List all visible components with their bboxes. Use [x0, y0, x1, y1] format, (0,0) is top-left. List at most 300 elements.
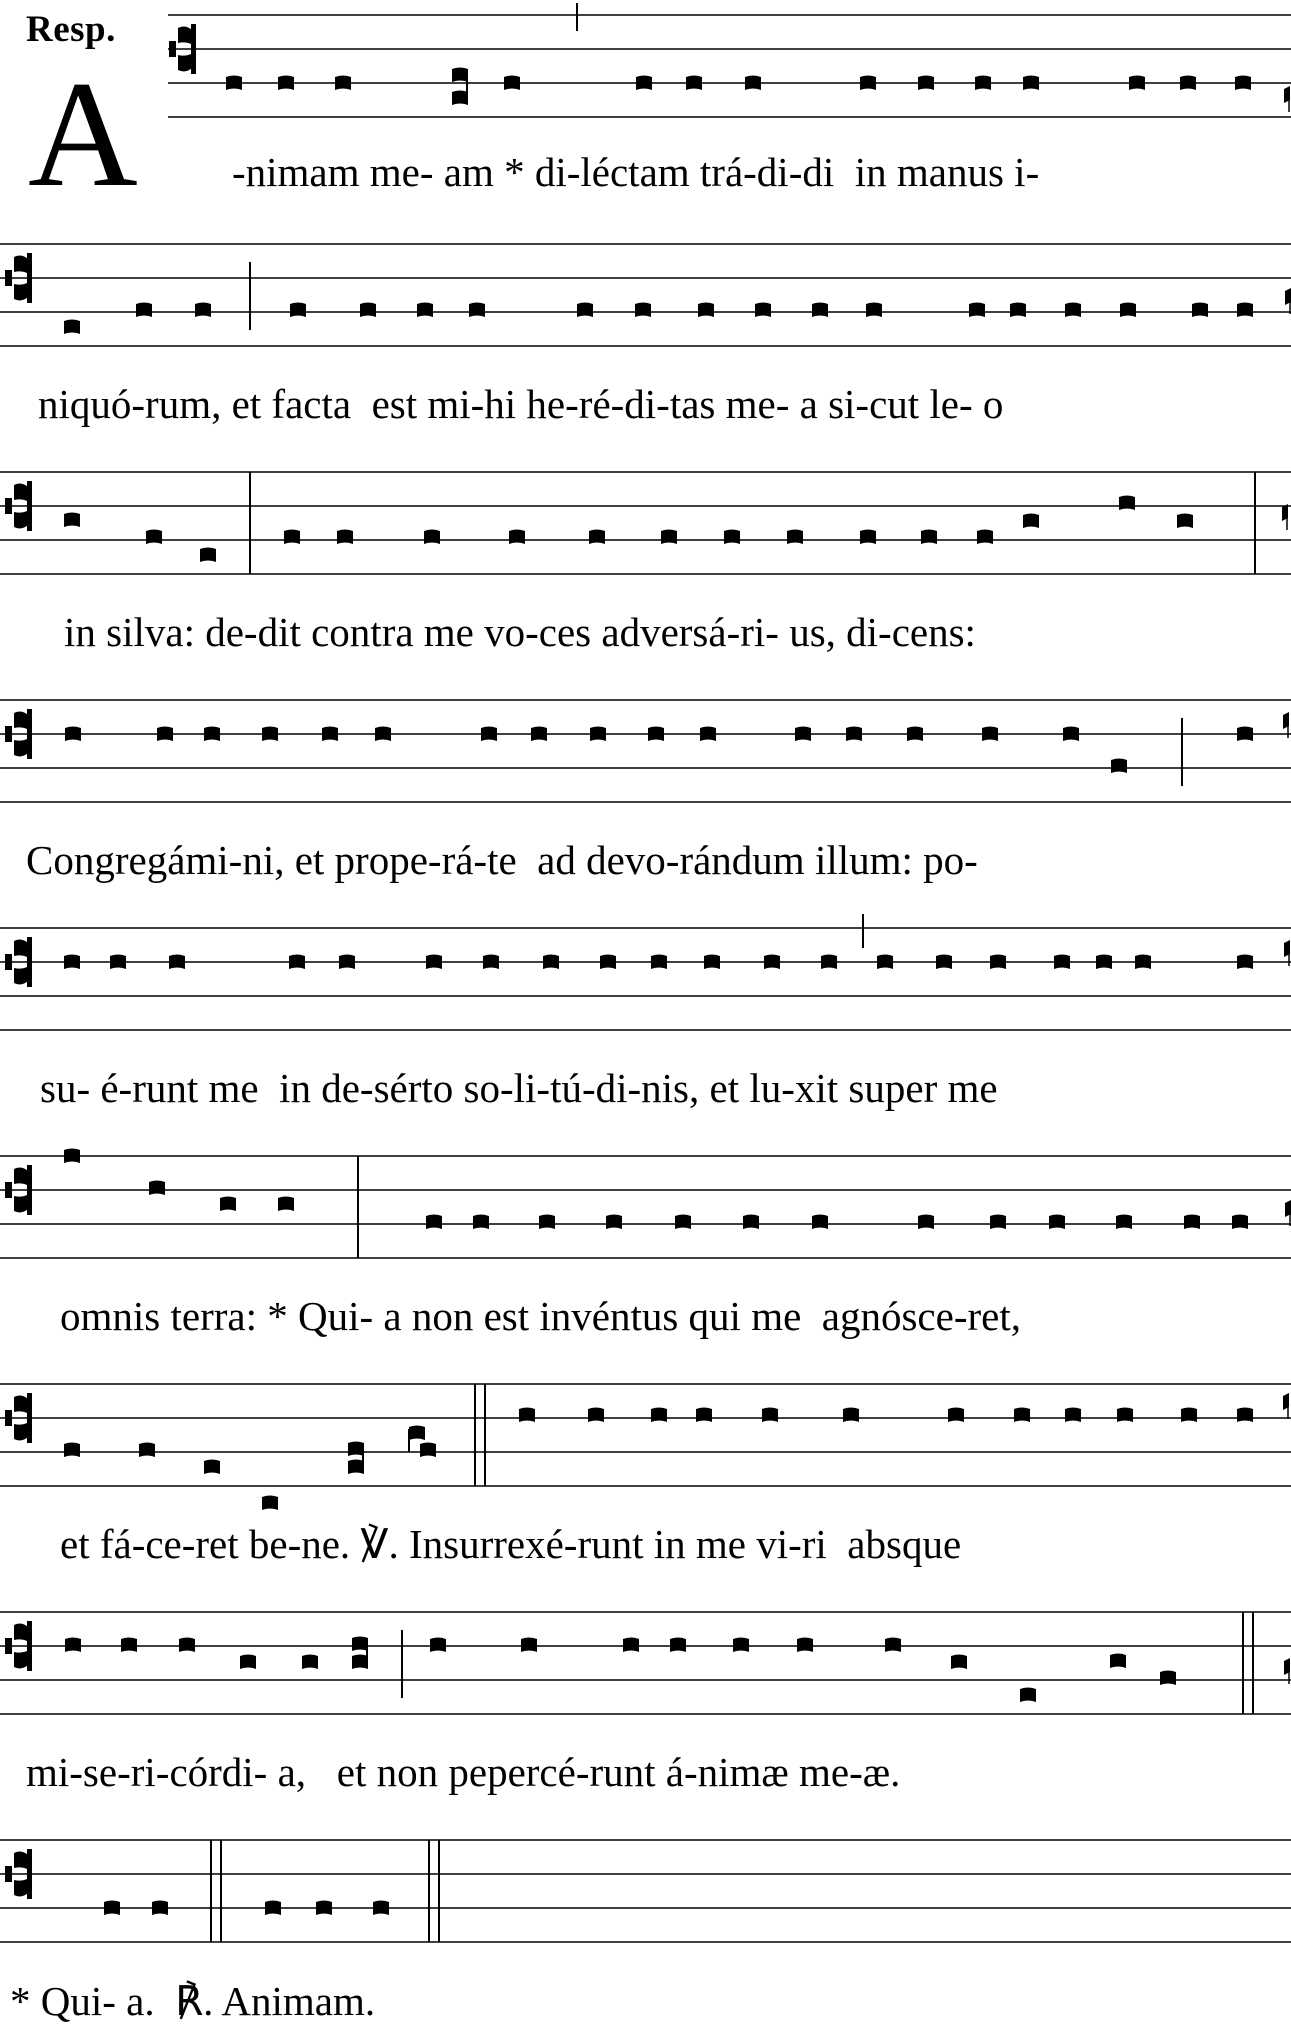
- clef-part: [178, 53, 193, 71]
- punctum-note: [1120, 303, 1136, 318]
- clef-part: [14, 510, 29, 528]
- punctum-note: [1237, 955, 1253, 970]
- punctum-head: [426, 1215, 442, 1230]
- punctum-note: [1065, 1408, 1081, 1423]
- punctum-note: [157, 727, 173, 742]
- punctum-head: [200, 548, 216, 563]
- punctum-note: [686, 76, 702, 91]
- punctum-note: [337, 530, 353, 545]
- punctum-note: [990, 1215, 1006, 1230]
- punctum-head: [509, 530, 525, 545]
- punctum-note: [220, 1197, 236, 1212]
- clef-part: [14, 1852, 29, 1870]
- punctum-note: [1049, 1215, 1065, 1230]
- punctum-note: [812, 1215, 828, 1230]
- punctum-head: [648, 727, 664, 742]
- punctum-head: [64, 513, 80, 528]
- punctum-head: [975, 76, 991, 91]
- clef-part: [14, 1396, 29, 1414]
- punctum-head: [969, 303, 985, 318]
- punctum-note: [975, 76, 991, 91]
- punctum-head: [661, 530, 677, 545]
- punctum-note: [352, 1655, 368, 1670]
- punctum-note: [64, 1149, 80, 1164]
- punctum-note: [795, 727, 811, 742]
- punctum-note: [417, 303, 433, 318]
- punctum-note: [577, 303, 593, 318]
- punctum-note: [846, 727, 862, 742]
- punctum-head: [1116, 1215, 1132, 1230]
- punctum-head: [1237, 955, 1253, 970]
- punctum-head: [262, 727, 278, 742]
- punctum-head: [322, 727, 338, 742]
- punctum-head: [590, 727, 606, 742]
- punctum-head: [1237, 727, 1253, 742]
- punctum-head: [262, 1496, 278, 1511]
- punctum-note: [339, 955, 355, 970]
- punctum-head: [1049, 1215, 1065, 1230]
- punctum-note: [469, 303, 485, 318]
- punctum-head: [686, 76, 702, 91]
- punctum-note: [590, 727, 606, 742]
- punctum-head: [430, 1638, 446, 1653]
- punctum-head: [152, 1901, 168, 1916]
- clef-part: [178, 27, 193, 45]
- punctum-note: [146, 530, 162, 545]
- punctum-note: [509, 530, 525, 545]
- clef-part: [14, 1168, 29, 1186]
- punctum-head: [352, 1637, 368, 1652]
- punctum-note: [636, 76, 652, 91]
- punctum-head: [795, 727, 811, 742]
- punctum-note: [1023, 76, 1039, 91]
- punctum-head: [265, 1901, 281, 1916]
- punctum-head: [1181, 1408, 1197, 1423]
- punctum-note: [1111, 759, 1127, 774]
- punctum-note: [1237, 303, 1253, 318]
- punctum-head: [877, 955, 893, 970]
- punctum-note: [733, 1638, 749, 1653]
- clef-part: [14, 1650, 29, 1668]
- punctum-head: [348, 1442, 364, 1457]
- punctum-note: [1063, 727, 1079, 742]
- punctum-note: [648, 727, 664, 742]
- lyric-line-1: -nimam me- am * di-léctam trá-di-di in manus i-: [232, 149, 1040, 195]
- punctum-head: [409, 1426, 425, 1441]
- clef-part: [5, 498, 12, 514]
- punctum-head: [1111, 759, 1127, 774]
- lyric-line-3: in silva: de-dit contra me vo-ces adversá-ri- us, di-cens:: [64, 609, 976, 655]
- punctum-note: [812, 303, 828, 318]
- clef-part: [27, 253, 32, 303]
- punctum-head: [139, 1443, 155, 1458]
- punctum-head: [417, 303, 433, 318]
- punctum-head: [623, 1638, 639, 1653]
- clef-part: [14, 256, 29, 274]
- punctum-head: [1014, 1408, 1030, 1423]
- punctum-note: [204, 727, 220, 742]
- punctum-head: [670, 1638, 686, 1653]
- clef-part: [14, 1422, 29, 1440]
- punctum-note: [877, 955, 893, 970]
- punctum-head: [65, 727, 81, 742]
- punctum-note: [589, 530, 605, 545]
- punctum-note: [278, 76, 294, 91]
- clef-part: [27, 1621, 32, 1671]
- clef-part: [5, 1638, 12, 1654]
- punctum-head: [352, 1655, 368, 1670]
- punctum-head: [278, 76, 294, 91]
- initial-letter: A: [28, 50, 138, 218]
- punctum-head: [220, 1197, 236, 1212]
- punctum-note: [675, 1215, 691, 1230]
- punctum-note: [104, 1901, 120, 1916]
- punctum-head: [936, 955, 952, 970]
- punctum-note: [1116, 1215, 1132, 1230]
- punctum-note: [1184, 1215, 1200, 1230]
- punctum-note: [921, 530, 937, 545]
- punctum-head: [846, 727, 862, 742]
- punctum-head: [1065, 303, 1081, 318]
- clef-part: [27, 1165, 32, 1215]
- punctum-note: [1110, 1654, 1126, 1669]
- punctum-head: [473, 1215, 489, 1230]
- punctum-note: [136, 303, 152, 318]
- punctum-head: [64, 955, 80, 970]
- punctum-note: [623, 1638, 639, 1653]
- punctum-note: [420, 1443, 436, 1458]
- punctum-head: [1063, 727, 1079, 742]
- punctum-head: [104, 1901, 120, 1916]
- punctum-note: [696, 1408, 712, 1423]
- clef-part: [14, 1194, 29, 1212]
- punctum-head: [921, 530, 937, 545]
- punctum-note: [1065, 303, 1081, 318]
- punctum-head: [504, 76, 520, 91]
- punctum-head: [700, 727, 716, 742]
- punctum-note: [651, 955, 667, 970]
- punctum-note: [426, 1215, 442, 1230]
- punctum-note: [797, 1638, 813, 1653]
- punctum-head: [577, 303, 593, 318]
- clef-part: [5, 1410, 12, 1426]
- punctum-head: [146, 530, 162, 545]
- clef-part: [5, 270, 12, 286]
- punctum-head: [424, 530, 440, 545]
- punctum-note: [64, 513, 80, 528]
- punctum-head: [990, 1215, 1006, 1230]
- punctum-note: [951, 1655, 967, 1670]
- punctum-note: [969, 303, 985, 318]
- punctum-head: [149, 1181, 165, 1196]
- punctum-note: [335, 76, 351, 91]
- punctum-note: [1023, 514, 1039, 529]
- punctum-note: [373, 1901, 389, 1916]
- punctum-head: [1237, 303, 1253, 318]
- punctum-note: [64, 320, 80, 335]
- punctum-note: [885, 1638, 901, 1653]
- punctum-head: [240, 1655, 256, 1670]
- punctum-head: [452, 91, 468, 106]
- punctum-note: [290, 303, 306, 318]
- punctum-note: [531, 727, 547, 742]
- punctum-note: [322, 727, 338, 742]
- punctum-head: [866, 303, 882, 318]
- punctum-note: [787, 530, 803, 545]
- punctum-head: [724, 530, 740, 545]
- punctum-head: [373, 1901, 389, 1916]
- punctum-head: [1135, 955, 1151, 970]
- punctum-note: [352, 1637, 368, 1652]
- lyric-line-9: * Qui- a. ℟. Animam.: [10, 1978, 376, 2024]
- punctum-head: [755, 303, 771, 318]
- lyric-line-7: et fá-ce-ret be-ne. ℣. Insurrexé-runt in me vi-ri absque: [60, 1521, 962, 1567]
- clef-part: [27, 481, 32, 531]
- punctum-head: [483, 955, 499, 970]
- punctum-head: [426, 955, 442, 970]
- punctum-head: [951, 1655, 967, 1670]
- punctum-note: [600, 955, 616, 970]
- punctum-head: [990, 955, 1006, 970]
- punctum-note: [348, 1442, 364, 1457]
- punctum-note: [1237, 727, 1253, 742]
- punctum-head: [531, 727, 547, 742]
- punctum-note: [866, 303, 882, 318]
- punctum-head: [588, 1408, 604, 1423]
- punctum-note: [1181, 1408, 1197, 1423]
- punctum-note: [481, 727, 497, 742]
- punctum-head: [204, 727, 220, 742]
- punctum-head: [316, 1901, 332, 1916]
- clef-part: [27, 937, 32, 987]
- punctum-head: [1235, 76, 1251, 91]
- punctum-head: [797, 1638, 813, 1653]
- punctum-note: [743, 1215, 759, 1230]
- clef-part: [14, 966, 29, 984]
- punctum-head: [1184, 1215, 1200, 1230]
- punctum-head: [375, 727, 391, 742]
- punctum-head: [918, 76, 934, 91]
- punctum-note: [1020, 1688, 1036, 1703]
- punctum-head: [860, 76, 876, 91]
- punctum-head: [1023, 514, 1039, 529]
- punctum-note: [262, 727, 278, 742]
- punctum-note: [195, 303, 211, 318]
- punctum-note: [745, 76, 761, 91]
- clef-part: [14, 484, 29, 502]
- punctum-head: [589, 530, 605, 545]
- punctum-note: [483, 955, 499, 970]
- punctum-note: [1054, 955, 1070, 970]
- punctum-head: [1023, 76, 1039, 91]
- clef-part: [27, 709, 32, 759]
- punctum-note: [918, 1215, 934, 1230]
- punctum-head: [812, 303, 828, 318]
- punctum-head: [1192, 303, 1208, 318]
- punctum-head: [704, 955, 720, 970]
- punctum-note: [860, 76, 876, 91]
- punctum-head: [1160, 1671, 1176, 1686]
- punctum-head: [339, 955, 355, 970]
- punctum-note: [1160, 1671, 1176, 1686]
- punctum-note: [265, 1901, 281, 1916]
- punctum-note: [302, 1655, 318, 1670]
- punctum-head: [977, 530, 993, 545]
- punctum-note: [1010, 303, 1026, 318]
- punctum-head: [290, 303, 306, 318]
- punctum-note: [519, 1408, 535, 1423]
- punctum-note: [169, 955, 185, 970]
- punctum-note: [64, 955, 80, 970]
- punctum-head: [1110, 1654, 1126, 1669]
- punctum-head: [675, 1215, 691, 1230]
- punctum-head: [1180, 76, 1196, 91]
- clef-part: [5, 1182, 12, 1198]
- punctum-head: [302, 1655, 318, 1670]
- punctum-note: [316, 1901, 332, 1916]
- punctum-head: [1096, 955, 1112, 970]
- punctum-note: [452, 91, 468, 106]
- punctum-head: [948, 1408, 964, 1423]
- punctum-note: [360, 303, 376, 318]
- punctum-note: [990, 955, 1006, 970]
- punctum-note: [452, 68, 468, 83]
- punctum-head: [169, 955, 185, 970]
- punctum-note: [936, 955, 952, 970]
- punctum-head: [452, 68, 468, 83]
- punctum-note: [704, 955, 720, 970]
- punctum-head: [1129, 76, 1145, 91]
- punctum-note: [762, 1408, 778, 1423]
- punctum-note: [65, 1638, 81, 1653]
- punctum-note: [698, 303, 714, 318]
- clef-part: [14, 712, 29, 730]
- punctum-note: [121, 1638, 137, 1653]
- punctum-note: [226, 76, 242, 91]
- punctum-head: [278, 1197, 294, 1212]
- punctum-head: [860, 530, 876, 545]
- punctum-head: [1237, 1408, 1253, 1423]
- clef-part: [14, 1878, 29, 1896]
- punctum-head: [787, 530, 803, 545]
- punctum-note: [375, 727, 391, 742]
- punctum-head: [600, 955, 616, 970]
- punctum-head: [110, 955, 126, 970]
- punctum-head: [918, 1215, 934, 1230]
- punctum-head: [289, 955, 305, 970]
- clef-part: [27, 1393, 32, 1443]
- punctum-note: [1177, 514, 1193, 529]
- punctum-head: [543, 955, 559, 970]
- punctum-note: [1237, 1408, 1253, 1423]
- punctum-head: [1117, 1408, 1133, 1423]
- punctum-head: [521, 1638, 537, 1653]
- punctum-note: [606, 1215, 622, 1230]
- punctum-note: [110, 955, 126, 970]
- punctum-note: [1135, 955, 1151, 970]
- clef-part: [191, 24, 196, 74]
- punctum-head: [1020, 1688, 1036, 1703]
- clef-part: [14, 282, 29, 300]
- punctum-note: [1192, 303, 1208, 318]
- clef-part: [14, 738, 29, 756]
- punctum-head: [762, 1408, 778, 1423]
- punctum-head: [195, 303, 211, 318]
- punctum-head: [733, 1638, 749, 1653]
- lyric-line-8: mi-se-ri-córdi- a, et non pepercé-runt á-nimæ me-æ.: [26, 1749, 901, 1795]
- punctum-note: [977, 530, 993, 545]
- punctum-note: [149, 1181, 165, 1196]
- punctum-head: [226, 76, 242, 91]
- punctum-head: [335, 76, 351, 91]
- punctum-head: [348, 1460, 364, 1475]
- clef-part: [27, 1849, 32, 1899]
- punctum-head: [696, 1408, 712, 1423]
- punctum-note: [348, 1460, 364, 1475]
- punctum-head: [1120, 303, 1136, 318]
- punctum-note: [661, 530, 677, 545]
- punctum-head: [745, 76, 761, 91]
- punctum-head: [136, 303, 152, 318]
- clef-part: [169, 41, 176, 57]
- punctum-note: [426, 955, 442, 970]
- punctum-note: [651, 1408, 667, 1423]
- clef-part: [5, 1866, 12, 1882]
- punctum-head: [636, 76, 652, 91]
- punctum-note: [1232, 1215, 1248, 1230]
- punctum-note: [764, 955, 780, 970]
- punctum-head: [204, 1460, 220, 1475]
- punctum-note: [821, 955, 837, 970]
- punctum-note: [262, 1496, 278, 1511]
- punctum-head: [1232, 1215, 1248, 1230]
- punctum-note: [179, 1638, 195, 1653]
- punctum-head: [121, 1638, 137, 1653]
- clef-part: [14, 940, 29, 958]
- punctum-head: [764, 955, 780, 970]
- punctum-head: [1119, 496, 1135, 511]
- punctum-head: [469, 303, 485, 318]
- punctum-note: [635, 303, 651, 318]
- punctum-head: [481, 727, 497, 742]
- punctum-note: [843, 1408, 859, 1423]
- punctum-note: [278, 1197, 294, 1212]
- punctum-note: [860, 530, 876, 545]
- punctum-head: [651, 1408, 667, 1423]
- rubric-label: Resp.: [26, 9, 116, 50]
- punctum-note: [1129, 76, 1145, 91]
- punctum-head: [821, 955, 837, 970]
- punctum-head: [420, 1443, 436, 1458]
- punctum-head: [284, 530, 300, 545]
- punctum-note: [948, 1408, 964, 1423]
- punctum-head: [1065, 1408, 1081, 1423]
- punctum-head: [1054, 955, 1070, 970]
- punctum-note: [204, 1460, 220, 1475]
- punctum-note: [64, 1443, 80, 1458]
- punctum-note: [430, 1638, 446, 1653]
- punctum-note: [1014, 1408, 1030, 1423]
- punctum-note: [724, 530, 740, 545]
- punctum-head: [64, 1149, 80, 1164]
- punctum-head: [64, 320, 80, 335]
- punctum-head: [743, 1215, 759, 1230]
- punctum-head: [635, 303, 651, 318]
- punctum-head: [65, 1638, 81, 1653]
- punctum-note: [409, 1426, 425, 1441]
- punctum-head: [64, 1443, 80, 1458]
- lyric-line-6: omnis terra: * Qui- a non est invéntus qui me agnósce-ret,: [60, 1293, 1021, 1339]
